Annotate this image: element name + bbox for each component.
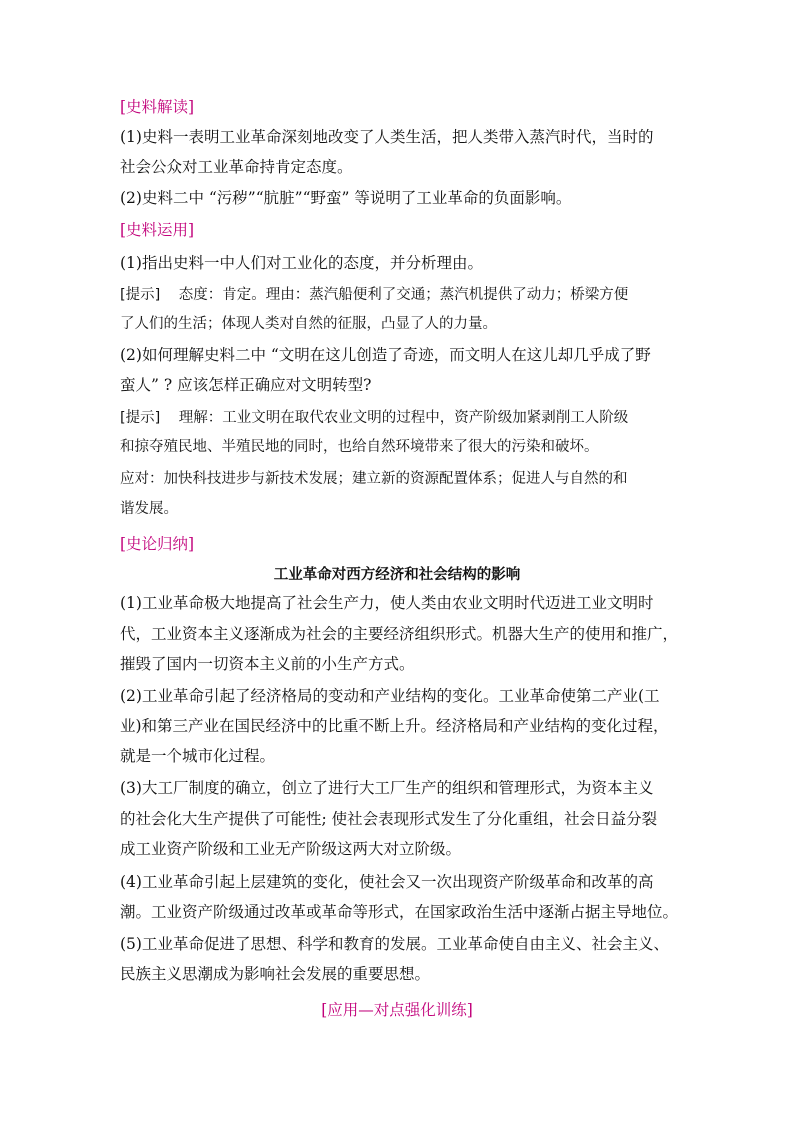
paragraph-line: 潮。工业资产阶级通过改革或革命等形式，在国家政治生活中逐渐占据主导地位。	[120, 903, 679, 921]
answer-text: 态度：肯定。理由：蒸汽船便利了交通；蒸汽机提供了动力；桥梁方便	[178, 287, 629, 303]
section-heading-application: [史料运用]	[120, 221, 195, 239]
answer-text: 理解：工业文明在取代农业文明的过程中，资产阶级加紧剥削工人阶级	[178, 410, 629, 426]
answer-line: 和掠夺殖民地、半殖民地的同时，也给自然环境带来了很大的污染和破坏。	[120, 439, 599, 455]
paragraph-line: (5)工业革命促进了思想、科学和教育的发展。工业革命使自由主义、社会主义、	[120, 935, 669, 953]
answer-line	[120, 408, 628, 428]
question-line: (1)指出史料一中人们对工业化的态度，并分析理由。	[120, 254, 483, 272]
paragraph-line: (1)史料一表明工业革命深刻地改变了人类生活，把人类带入蒸汽时代，当时的	[120, 128, 654, 146]
paragraph-line: (2)史料二中 “污秽”“肮脏”“野蛮” 等说明了工业革命的负面影响。	[120, 189, 572, 207]
paragraph-line: (4)工业革命引起上层建筑的变化，使社会又一次出现资产阶级革命和改革的高	[120, 873, 654, 891]
section-heading-summary: [史论归纳]	[120, 535, 195, 553]
paragraph-line: 代，工业资本主义逐渐成为社会的主要经济组织形式。机器大生产的使用和推广，	[120, 625, 679, 643]
paragraph-line: 民族主义思潮成为影响社会发展的重要思想。	[120, 965, 431, 983]
section-heading-interpretation: [史料解读]	[120, 98, 195, 116]
paragraph-line: 的社会化大生产提供了可能性; 使社会表现形式发生了分化重组，社会日益分裂	[120, 810, 658, 828]
hint-label: [提示]	[120, 287, 161, 303]
paragraph-line: 就是一个城市化过程。	[120, 747, 276, 765]
paragraph-line: 成工业资产阶级和工业无产阶级这两大对立阶级。	[120, 840, 462, 858]
paragraph-line: (1)工业革命极大地提高了社会生产力，使人类由农业文明时代迈进工业文明时	[120, 594, 654, 612]
answer-line: 应对：加快科技进步与新技术发展；建立新的资源配置体系；促进人与自然的和	[120, 471, 628, 487]
question-line: 蛮人” ? 应该怎样正确应对文明转型?	[120, 376, 372, 394]
paragraph-line: (3)大工厂制度的确立，创立了进行大工厂生产的组织和管理形式，为资本主义	[120, 779, 654, 797]
paragraph-line: 社会公众对工业革命持肯定态度。	[120, 158, 353, 176]
paragraph-line: 业)和第三产业在国民经济中的比重不断上升。经济格局和产业结构的变化过程，	[120, 717, 669, 735]
hint-label: [提示]	[120, 410, 161, 426]
paragraph-line: (2)工业革命引起了经济格局的变动和产业结构的变化。工业革命使第二产业(工	[120, 687, 660, 705]
answer-line: 了人们的生活；体现人类对自然的征服，凸显了人的力量。	[120, 316, 497, 332]
summary-title: 工业革命对西方经济和社会结构的影响	[273, 566, 521, 583]
paragraph-line: 摧毁了国内一切资本主义前的小生产方式。	[120, 655, 415, 673]
practice-section-label: [应用—对点强化训练]	[321, 1001, 473, 1019]
answer-line: 谐发展。	[120, 501, 178, 517]
answer-line	[120, 285, 628, 305]
question-line: (2)如何理解史料二中 “文明在这儿创造了奇迹，而文明人在这儿却几乎成了野	[120, 346, 651, 364]
